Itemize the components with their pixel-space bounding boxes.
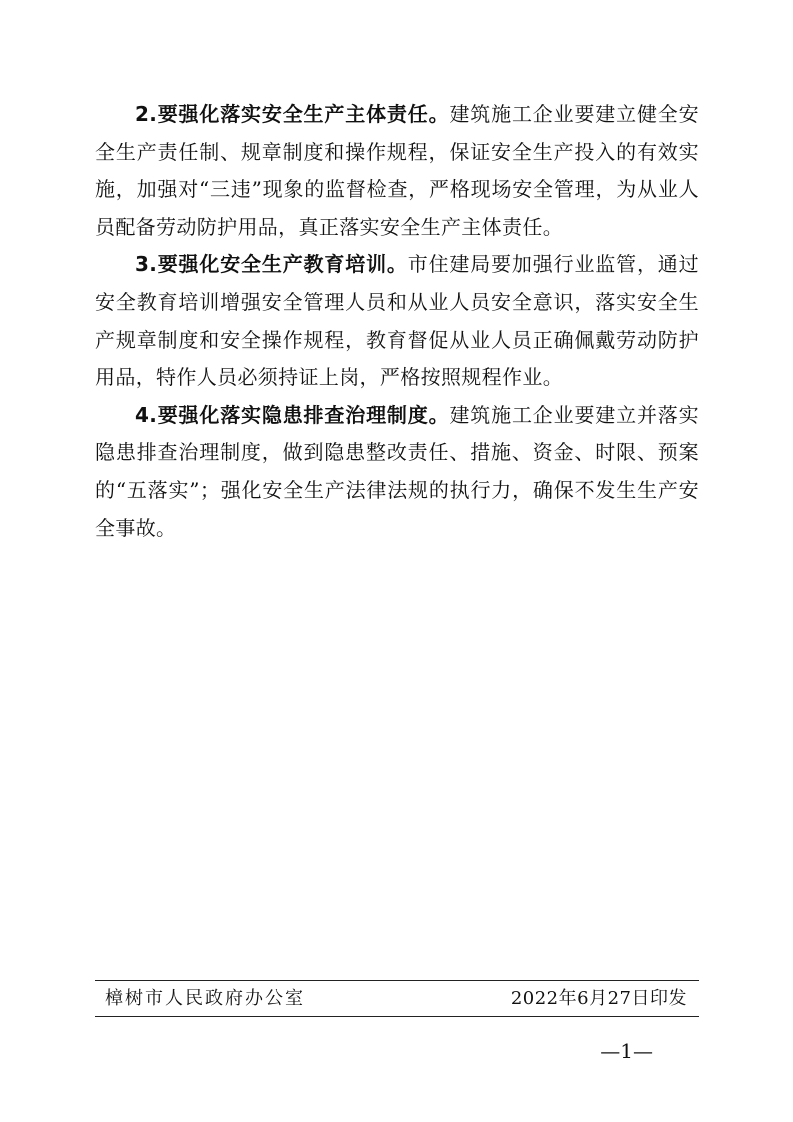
- paragraph-text: 建筑施工企业要建立并落实隐患排查治理制度，做到隐患整改责任、措施、资金、时限、预案的“五落实”；强化安全生产法律法规的执行力，确保不发生生产安全事故。: [95, 402, 699, 540]
- paragraph-heading: 2.要强化落实安全生产主体责任。: [135, 102, 450, 126]
- issuing-office: 樟树市人民政府办公室: [105, 988, 305, 1009]
- document-body: [95, 96, 699, 547]
- paragraph-text: 市住建局要加强行业监管，通过安全教育培训增强安全管理人员和从业人员安全意识，落实安全生产规章制度和安全操作规程，教育督促从业人员正确佩戴劳动防护用品，特作人员必须持证上岗，严格按照规程作业。: [95, 252, 699, 390]
- paragraph-text: 建筑施工企业要建立健全安全生产责任制、规章制度和操作规程，保证安全生产投入的有效实施，加强对“三违”现象的监督检查，严格现场安全管理，为从业人员配备劳动防护用品，真正落实安全生产主体责任。: [95, 102, 699, 239]
- footer-top-rule: [95, 980, 699, 981]
- paragraph-item-2: [95, 96, 699, 246]
- paragraph-item-4: [95, 397, 699, 547]
- paragraph-heading: 4.要强化落实隐患排查治理制度。: [135, 402, 450, 427]
- paragraph-heading: 3.要强化安全生产教育培训。: [135, 252, 408, 277]
- paragraph-item-3: [95, 246, 699, 396]
- issue-date: 2022年6月27日印发: [510, 988, 687, 1009]
- footer-bottom-rule: [95, 1016, 699, 1017]
- page-number: —1—: [600, 1039, 653, 1063]
